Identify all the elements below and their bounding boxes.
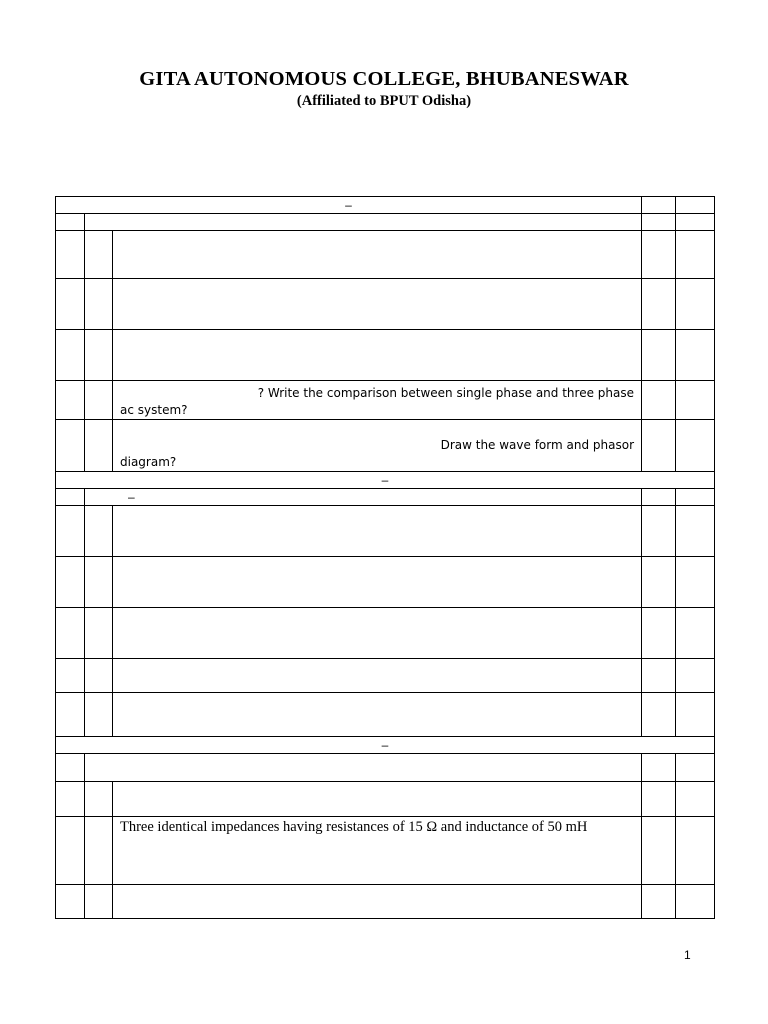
section-b-header-row bbox=[56, 472, 715, 489]
question-row bbox=[56, 381, 715, 420]
marks-cell bbox=[642, 197, 676, 214]
question-text bbox=[113, 420, 642, 472]
question-row bbox=[56, 608, 715, 659]
question-row bbox=[56, 817, 715, 885]
page-number: 1 bbox=[684, 948, 691, 962]
section-a-header-row bbox=[56, 197, 715, 214]
question-row bbox=[56, 279, 715, 330]
question-row bbox=[56, 693, 715, 737]
question-text-line: diagram? bbox=[120, 455, 177, 469]
affiliation-subtitle: (Affiliated to BPUT Odisha) bbox=[296, 93, 472, 109]
section-a-instruction-row bbox=[56, 214, 715, 231]
question-row bbox=[56, 506, 715, 557]
section-c-header-row bbox=[56, 737, 715, 754]
question-text bbox=[113, 381, 642, 420]
question-row bbox=[56, 782, 715, 817]
section-a-dash: – bbox=[56, 197, 642, 214]
question-row bbox=[56, 330, 715, 381]
question-text-line: ? Write the comparison between single phase and three phase bbox=[257, 386, 634, 400]
section-b-instruction-row bbox=[56, 489, 715, 506]
question-text-line: Draw the wave form and phasor bbox=[440, 438, 634, 452]
co-cell bbox=[676, 197, 715, 214]
question-text-line: ac system? bbox=[120, 403, 188, 417]
college-title: GITA AUTONOMOUS COLLEGE, BHUBANESWAR bbox=[139, 68, 629, 90]
section-c-dash: – bbox=[56, 737, 715, 754]
question-row bbox=[56, 659, 715, 693]
question-row bbox=[56, 885, 715, 919]
section-b-sub-dash: – bbox=[85, 489, 642, 506]
section-c-instruction-row bbox=[56, 754, 715, 782]
question-row bbox=[56, 557, 715, 608]
question-text: Three identical impedances having resistances of 15 Ω and inductance of 50 mH bbox=[113, 817, 642, 885]
section-b-dash: – bbox=[56, 472, 715, 489]
question-row bbox=[56, 231, 715, 279]
question-table bbox=[55, 196, 715, 919]
question-row bbox=[56, 420, 715, 472]
